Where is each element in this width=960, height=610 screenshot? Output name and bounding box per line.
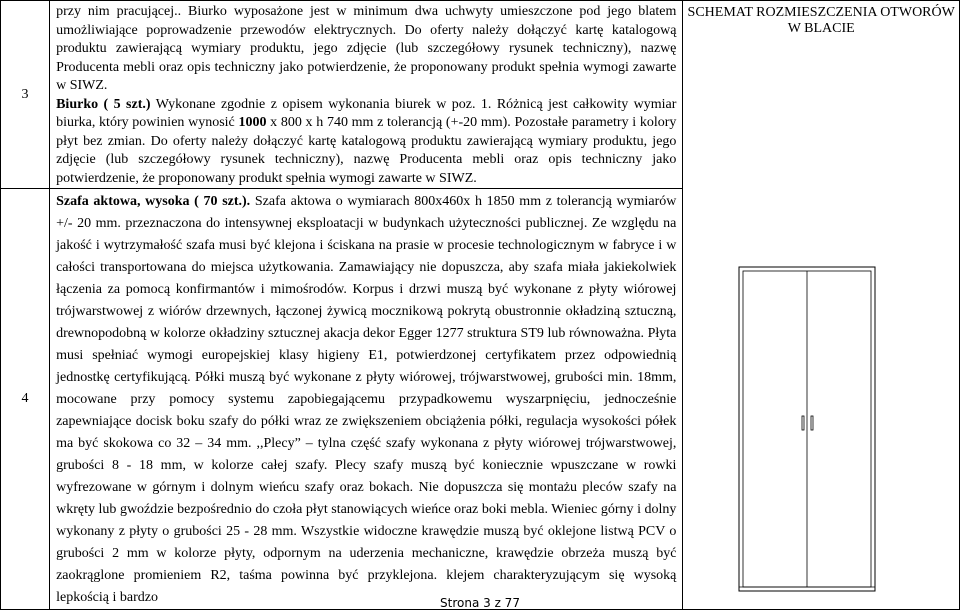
description-paragraph: Biurko ( 5 szt.) Wykonane zgodnie z opisem wykonania biurek w poz. 1. Różnicą jest całkowity wymiar biurka, który powinien wynosić 1000 x 800 x h 740 mm z tolerancją (+-20 mm). Pozostałe parametry i kolory płyt bez zmian. Do oferty należy dołączyć kartę katalogową produktu zawierającą wymiary produktu, jego zdjęcie (lub szczegółowy rysunek techniczny), nazwę Producenta mebli oraz opis techniczny jako potwierdzenie, że proponowany produkt spełnia wymogi zawarte w SIWZ. <box>56 96 677 186</box>
left-door-handle <box>802 416 804 430</box>
right-door-handle <box>811 416 813 430</box>
row-number: 3 <box>1 1 50 189</box>
item-heading: Biurko ( 5 szt.) <box>56 96 151 112</box>
page-number: Strona 3 z 77 <box>440 596 520 610</box>
item-heading: Szafa aktowa, wysoka ( 70 szt.). <box>56 194 251 209</box>
description-paragraph: Szafa aktowa, wysoka ( 70 szt.). Szafa aktowa o wymiarach 800x460x h 1850 mm z tolerancją wymiarów +/- 20 mm. przeznaczona do intensywnej eksploatacji w budynkach użyteczności publicznej. Ze względu na jakość i wytrzymałość szafa musi być klejona i ściskana na prasie w procesie technologicznym w fabryce i w całości transportowana do miejsca użytkowania. Zamawiający nie dopuszcza, aby szafa miała jakiekolwiek łączenia za pomocą konfirmantów i mimośrodów. Korpus i drzwi muszą być wykonane z płyty wiórowej trójwarstwowej z wiórów drzewnych, łączonej żywicą mocznikową pokrytą obustronnie okładziną sztuczną, drewnopodobną w kolorze okładziny sztucznej akacja dekor Egger 1277 struktura ST9 lub równoważna. Płyta musi spełniać wymogi europejskiej klasy higieny E1, potwierdzonej certyfikatem przez odpowiednią jednostkę certyfikującą. Półki muszą być wykonane z płyty wiórowej, trójwarstwowej, grubości min. 18mm, mocowane przy pomocy systemu zapobiegającemu przypadkowemu wyszarpnięciu, jednocześnie zapewniające docisk boku szafy do półki wraz ze zwiększeniem obciążenia półki, regulacja wysokości półek ma być skokowa co 32 – 34 mm. ,,Plecy” – tylna część szafy wykonana z płyty wiórowej trójwarstwowej, grubości 8 - 18 mm, w kolorze całej szafy. Plecy szafy muszą być koniecznie wpuszczane w rowki wyfrezowane w górnym i dolnym wieńcu szafy oraz bokach. Nie dopuszcza się montażu pleców szafy na wkręty lub gwoździe bezpośrednio do czoła płyt stanowiących wieńce oraz boki mebla. Wieniec górny i dolny wykonany z płyty o grubości 25 - 28 mm. Wszystkie widoczne krawędzie muszą być oklejone listwą PCV o grubości 2 mm w kolorze płyty, odpornym na uderzenia mechaniczne, krawędzie obrzeża muszą być zaokrąglone promieniem R2, taśma powinna być przyklejona. klejem charakteryzującym się wysoką lepkością i bardzo <box>56 194 677 605</box>
cabinet-drawing <box>738 266 876 592</box>
dimension-bold: 1000 <box>238 115 267 130</box>
description-paragraph: przy nim pracującej.. Biurko wyposażone jest w minimum dwa uchwyty umieszczone pod jego blatem umożliwiające poprowadzenie przewodów elektrycznych. Do oferty należy dołączyć kartę katalogową produktu zawierającą wymiary produktu, jego zdjęcie (lub szczegółowy rysunek techniczny), nazwę Producenta mebli oraz opis techniczny jako potwierdzenie, że proponowany produkt spełnia wymogi zawarte w SIWZ. <box>56 4 677 93</box>
table-row <box>1 1 960 189</box>
item-description <box>50 189 683 610</box>
row-number: 4 <box>1 189 50 610</box>
diagram-title: SCHEMAT ROZMIESZCZENIA OTWORÓW W BLACIE <box>687 5 955 36</box>
item-description <box>50 1 683 189</box>
